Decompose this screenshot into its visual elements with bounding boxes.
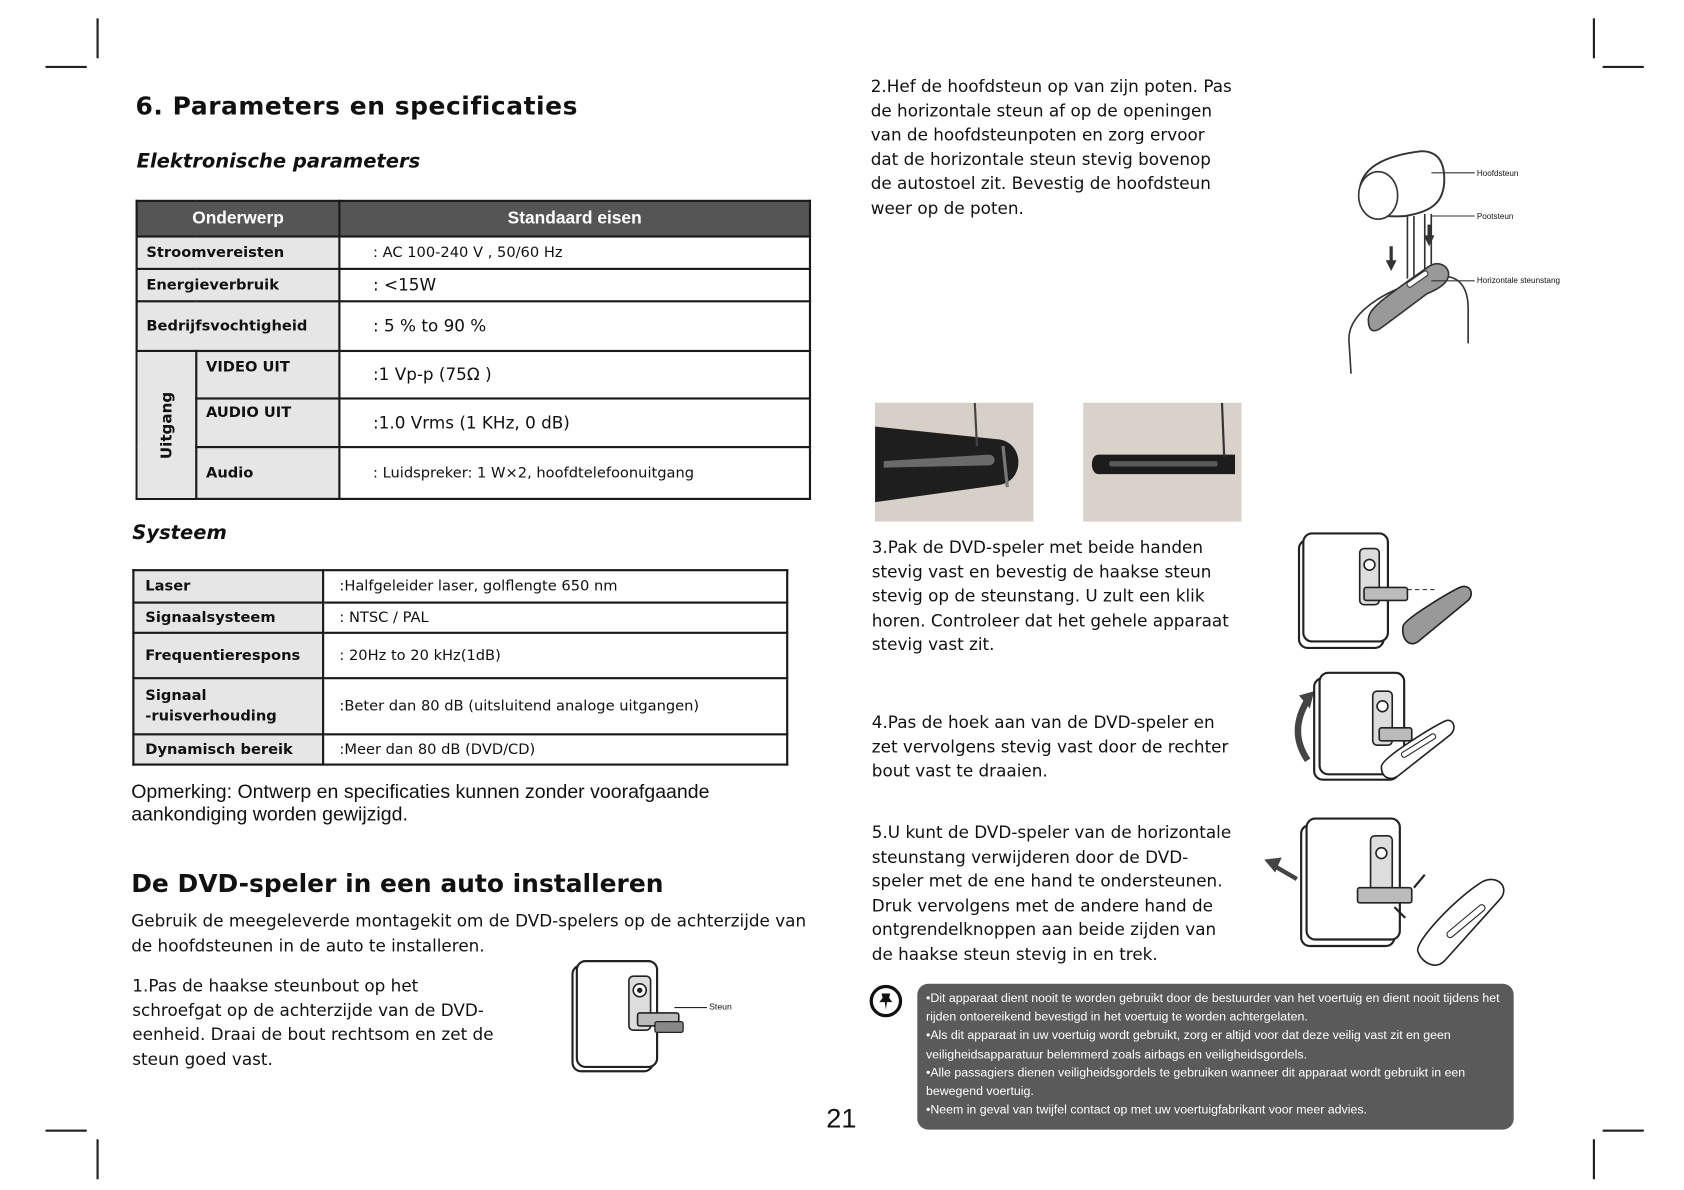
row-value: :Beter dan 80 dB (uitsluitend analoge uitgangen) [323,678,787,734]
steun-label: Steun [709,1002,732,1012]
table-row [133,633,787,678]
table-row [137,351,810,399]
section-title: 6. Parameters en specificaties [135,92,578,121]
row-label: Energieverbruik [137,269,340,301]
table-header-row [137,201,810,237]
table-row [137,269,810,301]
step-5-text: 5.U kunt de DVD-speler van de horizontale steunstang verwijderen door de DVD-speler met de ene hand te ondersteunen. Druk vervolgens met de andere hand de ontgrendelknoppen aan beide zijden van de haakse steun stevig in en trek. [871,822,1232,964]
install-intro: Gebruik de meegeleverde montagekit om de DVD-spelers op de achterzijde van de hoofdsteunen in de auto te installeren. [131,911,807,956]
row-label: Stroomvereisten [137,236,340,268]
table-row [137,236,810,268]
row-label: Audio [196,447,339,499]
crop-mark [97,1139,99,1179]
system-heading: Systeem [132,521,227,545]
table-row [133,678,787,734]
crop-mark [46,1130,87,1132]
row-value: :Halfgeleider laser, golflengte 650 nm [323,570,787,602]
row-label: Dynamisch bereik [133,734,323,764]
crop-mark [1593,18,1595,58]
row-value: :1 Vp-p (75Ω ) [339,351,810,399]
table-row [133,734,787,764]
row-label: AUDIO UIT [196,398,339,447]
electronic-parameters-table [136,200,812,500]
row-value: :1.0 Vrms (1 KHz, 0 dB) [339,398,810,447]
system-table [132,569,788,766]
step-2-text: 2.Hef de hoofdsteun op van zijn poten. Pas de horizontale steun af op de openingen van de hoofdsteunpoten en zorg ervoor dat de horizontale steun stevig bovenop de autostoel zit. Bevestig de hoofdsteun weer op de poten. [870,76,1232,218]
step-4-text: 4.Pas de hoek aan van de DVD-speler en zet vervolgens stevig vast door de rechter bout vast te draaien. [871,712,1229,781]
electronic-heading: Elektronische parameters [136,150,421,173]
row-label: Bedrijfsvochtigheid [137,301,340,351]
warning-item: •Dit apparaat dient nooit te worden gebruikt door de bestuurder van het voertuig en dient nooit tijdens het rijden ontoereikend bevestigd in het voertuig te worden achtergelaten. [925,992,1500,1024]
row-label: Frequentierespons [133,633,323,678]
table-row [137,398,810,447]
label-leader-lines [1431,171,1485,290]
table-row [133,570,787,602]
bracket-mount-illustration [566,955,750,1076]
warning-item: •Als dit apparaat in uw voertuig wordt gebruikt, zorg er altijd voor dat deze veilig vast zit en geen veiligheidsapparatuur belemmerd zoals airbags en veiligheidsgordels. [925,1029,1451,1062]
page-number: 21 [826,1103,857,1134]
row-value: : Luidspreker: 1 W×2, hoofdtelefoonuitgang [339,447,810,499]
step-3-text: 3.Pak de DVD-speler met beide handen stevig vast en bevestig de haakse steun stevig op de steunstang. U zult een klik horen. Controleer dat het gehele apparaat stevig vast zit. [871,537,1229,655]
table-row [133,603,787,633]
label-leg: Pootsteun [1476,211,1514,222]
remove-illustration [1262,810,1511,972]
row-label: Signaal -ruisverhouding [133,678,323,734]
column-header-subject: Onderwerp [137,201,340,237]
crop-mark [46,66,87,68]
row-value: : 5 % to 90 % [339,301,810,351]
remark-text: Opmerking: Ontwerp en specificaties kunnen zonder voorafgaande aankondiging worden gewijzigd. [131,780,710,826]
step-1-text: 1.Pas de haakse steunbout op het schroefgat op de achterzijde van de DVD-eenheid. Draai de bout rechtsom en zet de steun goed vast. [132,976,494,1069]
crop-mark [1593,1139,1595,1179]
table-row [137,301,810,351]
row-label: VIDEO UIT [196,351,339,399]
row-label: Signaalsysteem [133,603,323,633]
column-header-standard: Standaard eisen [339,201,810,237]
safety-warning-box [917,984,1513,1130]
crop-mark [1603,1130,1644,1132]
attach-illustration [1295,527,1479,652]
output-group-label: Uitgang [137,351,197,499]
row-value: : NTSC / PAL [323,603,787,633]
label-bar: Horizontale steunstang [1476,275,1561,286]
row-value: :Meer dan 80 dB (DVD/CD) [323,734,787,764]
warning-item: •Alle passagiers dienen veiligheidsgordels te gebruiken wanneer dit apparaat wordt gebruikt in een bewegend voertuig. [925,1066,1466,1099]
row-value: : 20Hz to 20 kHz(1dB) [323,633,787,678]
warning-item: •Neem in geval van twijfel contact op met uw voertuigfabrikant voor meer advies. [925,1103,1367,1117]
install-title: De DVD-speler in een auto installeren [131,870,664,899]
row-label: Laser [133,570,323,602]
crop-mark [1603,66,1644,68]
angle-adjust-illustration [1290,667,1463,794]
row-value: : AC 100-240 V , 50/60 Hz [339,236,810,268]
crop-mark [97,18,99,58]
warning-pin-icon [869,984,904,1019]
table-row [137,447,810,499]
label-headrest: Hoofdsteun [1476,168,1519,179]
bar-photo-2 [1083,403,1241,522]
row-value: : <15W [339,269,810,301]
bar-photo-1 [875,403,1033,522]
